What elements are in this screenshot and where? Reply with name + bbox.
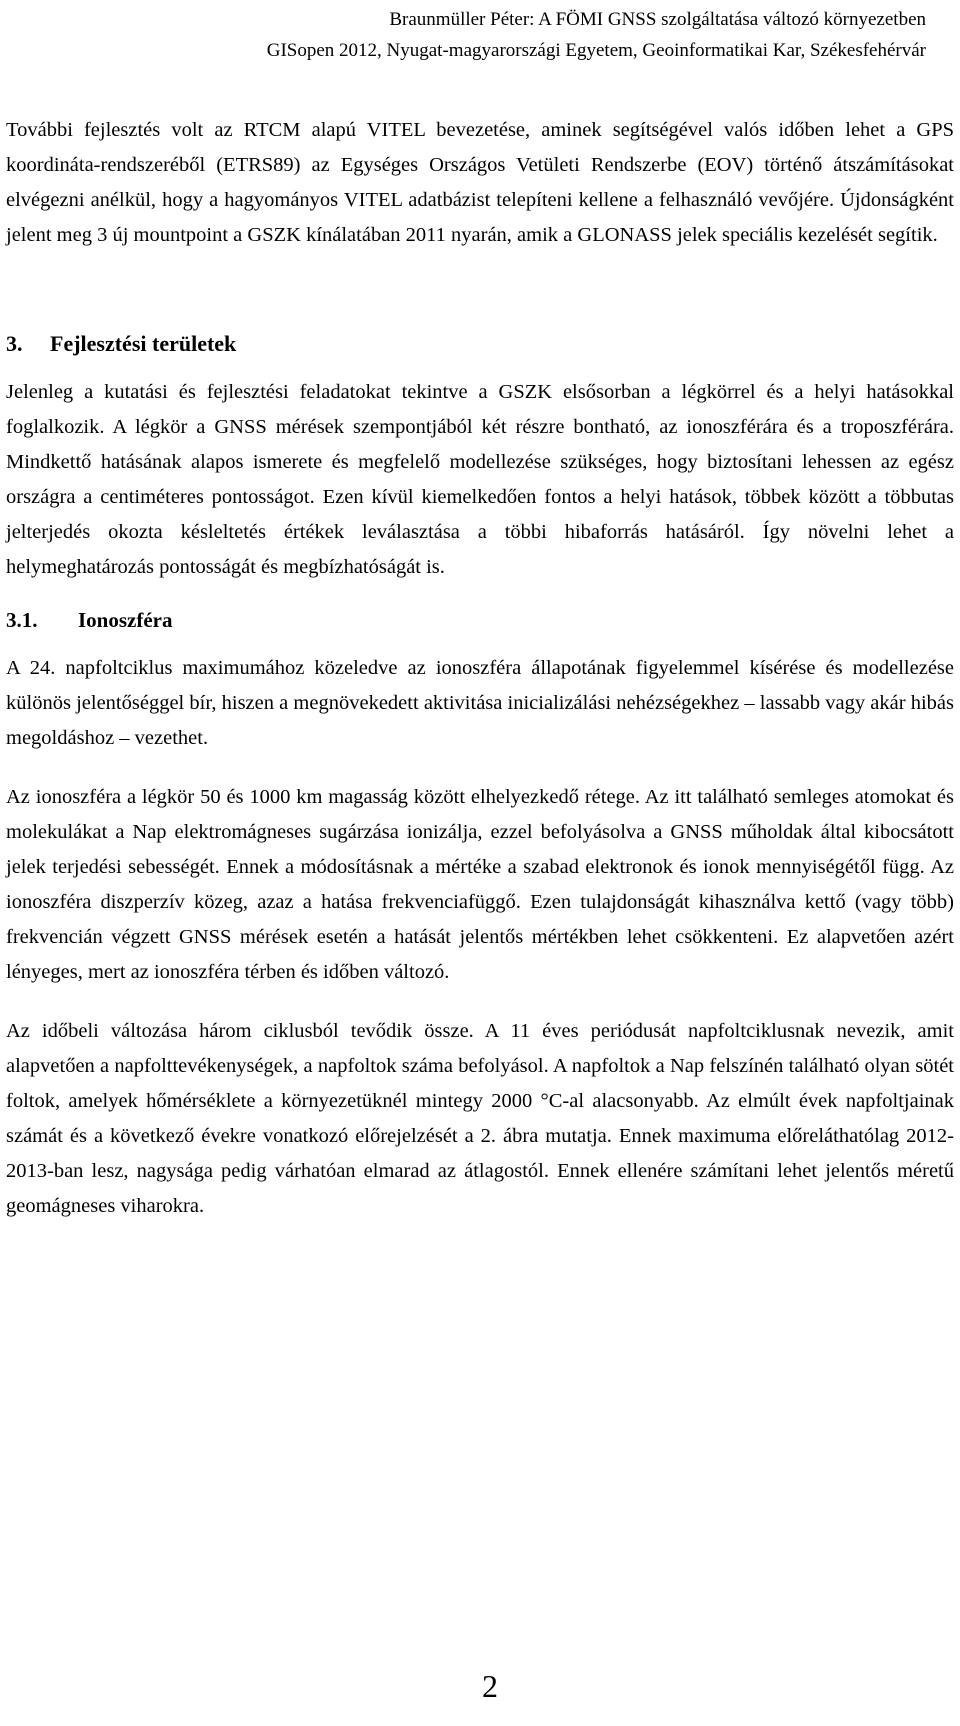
intro-paragraph: További fejlesztés volt az RTCM alapú VITEL bevezetése, aminek segítségével valós időben lehet a GPS koordináta-rendszeréből (ETRS89) az Egységes Országos Vetületi Rendszerbe (EOV) történő átszámításokat elvégezni anélkül, hogy a hagyományos VITEL adatbázist telepíteni kellene a felhasználó vevőjére. Újdonságként jelent meg 3 új mountpoint a GSZK kínálatában 2011 nyarán, amik a GLONASS jelek speciális kezelését segítik. — [6, 119, 954, 246]
page-header — [267, 4, 926, 66]
ionosphere-paragraph-1: A 24. napfoltciklus maximumához közeledve az ionoszféra állapotának figyelemmel kísérése és modellezése különös jelentőséggel bír, hiszen a megnövekedett aktivitása inicializálási nehézségekhez – lassabb vagy akár hibás megoldáshoz – vezethet. — [6, 657, 954, 749]
section-3-number: 3. — [6, 331, 23, 356]
header-conference: GISopen 2012, Nyugat-magyarországi Egyetem, Geoinformatikai Kar, Székesfehérvár — [266, 40, 926, 61]
section-3-1-heading — [6, 603, 954, 637]
section-3-heading — [6, 327, 954, 361]
section-3-paragraph: Jelenleg a kutatási és fejlesztési feladatokat tekintve a GSZK elsősorban a légkörrel és a helyi hatásokkal foglalkozik. A légkör a GNSS mérések szempontjából két részre bontható, az ionoszférára és a troposzférára. Mindkettő hatásának alapos ismerete és megfelelő modellezése szükséges, hogy biztosítani lehessen az egész országra a centiméteres pontosságot. Ezen kívül kiemelkedően fontos a helyi hatások, többek között a többutas jelterjedés okozta késleltetés értékek leválasztása a többi hibaforrás hatásáról. Így növelni lehet a helymeghatározás pontosságát és megbízhatóságát is. — [6, 381, 954, 578]
page-number: 2 — [482, 1668, 498, 1704]
header-author-title: Braunmüller Péter: A FÖMI GNSS szolgáltatása változó környezetben — [389, 9, 926, 30]
ionosphere-paragraph-3: Az időbeli változása három ciklusból tevődik össze. A 11 éves periódusát napfoltciklusnak nevezik, amit alapvetően a napfolttevékenységek, a napfoltok száma befolyásol. A napfoltok a Nap felszínén található olyan sötét foltok, amelyek hőmérséklete a környezetüknél mintegy 2000 °C-al alacsonyabb. Az elmúlt évek napfoltjainak számát és a következő évekre vonatkozó előrejelzését a 2. ábra mutatja. Ennek maximuma előreláthatólag 2012-2013-ban lesz, nagysága pedig várhatóan elmarad az átlagostól. Ennek ellenére számítani lehet jelentős méretű geomágneses viharokra. — [6, 1020, 954, 1217]
ionosphere-paragraph-2: Az ionoszféra a légkör 50 és 1000 km magasság között elhelyezkedő rétege. Az itt található semleges atomokat és molekulákat a Nap elektromágneses sugárzása ionizálja, ezzel befolyásolva a GNSS műholdak által kibocsátott jelek terjedési sebességét. Ennek a módosításnak a mértéke a szabad elektronok és ionok mennyiségétől függ. Az ionoszféra diszperzív közeg, azaz a hatása frekvenciafüggő. Ezen tulajdonságát kihasználva kettő (vagy több) frekvencián végzett GNSS mérések esetén a hatását jelentős mértékben lehet csökkenteni. Ez alapvetően azért lényeges, mert az ionoszféra térben és időben változó. — [6, 786, 954, 983]
section-3-title: Fejlesztési területek — [50, 331, 237, 356]
section-3-1-title: Ionoszféra — [78, 608, 173, 632]
page-body — [6, 113, 954, 1224]
section-3-1-number: 3.1. — [6, 608, 38, 632]
